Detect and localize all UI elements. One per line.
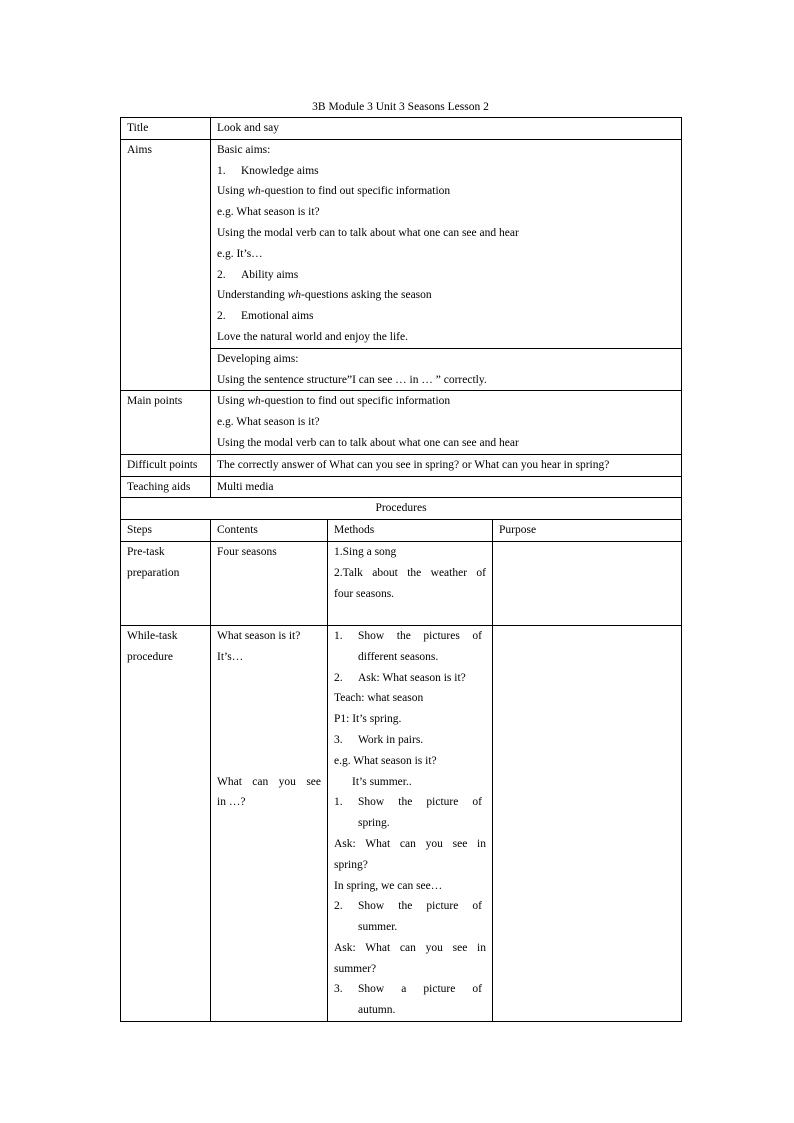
difficult-points-label: Difficult points [121, 454, 211, 476]
teaching-aids-row [121, 476, 682, 498]
main-points-row [121, 391, 682, 454]
knowledge-aim-line: Using the modal verb can to talk about what one can see and hear [217, 226, 519, 239]
while-task-contents: What season is it? It’s… What can you see in …? [211, 625, 328, 1021]
column-header-contents: Contents [211, 520, 328, 542]
title-label: Title [121, 118, 211, 140]
method-item: 3. Work in pairs. [334, 733, 424, 746]
ability-aims-title: 2. Ability aims [217, 268, 299, 281]
while-task-methods: 1. Show the pictures of different seasons. 2. Ask: What season is it? Teach: what season P1: It’s spring. 3. Work in pairs. e.g. What season is it? It’s summer.. 1. Show the picture of spring. Ask: What can you see in spring? In spring, we can see… 2. Show the picture of summer. Ask: What can you see in summer? 3. Show a picture of autumn. [328, 625, 493, 1021]
title-row [121, 118, 682, 140]
pre-task-methods: 1.Sing a song 2.Talk about the weather of four seasons. [328, 541, 493, 625]
main-point-example: e.g. What season is it? [217, 416, 320, 429]
difficult-points-value: The correctly answer of What can you see in spring? or What can you hear in spring? [211, 454, 682, 476]
procedures-heading: Procedures [121, 498, 682, 520]
teaching-aids-label: Teaching aids [121, 476, 211, 498]
while-task-step: While-task procedure [121, 625, 211, 1021]
knowledge-aim-example: e.g. It’s… [217, 247, 263, 260]
basic-aims-heading: Basic aims: [217, 143, 271, 156]
main-point-line: Using wh-question to find out specific information [217, 395, 451, 408]
developing-aims-heading: Developing aims: [217, 352, 299, 365]
method-item: 1. Show the picture of [334, 796, 482, 809]
column-header-purpose: Purpose [493, 520, 682, 542]
aims-label: Aims [121, 139, 211, 391]
procedures-columns-row [121, 520, 682, 542]
main-point-line: Using the modal verb can to talk about what one can see and hear [217, 436, 519, 449]
pre-task-content: Four seasons [211, 541, 328, 625]
knowledge-aims-title: 1. Knowledge aims [217, 164, 319, 177]
title-value: Look and say [211, 118, 682, 140]
difficult-points-row [121, 454, 682, 476]
method-item: 1. Show the pictures of [334, 629, 482, 642]
lesson-plan-table [120, 117, 682, 1022]
method-item: 3. Show a picture of [334, 983, 482, 996]
pre-task-purpose [493, 541, 682, 625]
emotional-aims-title: 2. Emotional aims [217, 310, 314, 323]
developing-aims-cell [211, 348, 682, 391]
emotional-aim-line: Love the natural world and enjoy the life. [217, 330, 408, 343]
column-header-methods: Methods [328, 520, 493, 542]
knowledge-aim-example: e.g. What season is it? [217, 206, 320, 219]
method-item: 2. Show the picture of [334, 900, 482, 913]
while-task-purpose [493, 625, 682, 1021]
pre-task-row [121, 541, 682, 625]
document-title: 3B Module 3 Unit 3 Seasons Lesson 2 [312, 101, 489, 113]
teaching-aids-value: Multi media [211, 476, 682, 498]
procedures-heading-row [121, 498, 682, 520]
while-task-row [121, 625, 682, 1021]
main-points-label: Main points [121, 391, 211, 454]
method-item: 2. Ask: What season is it? [334, 671, 466, 684]
ability-aim-line: Understanding wh-questions asking the season [217, 289, 432, 302]
developing-aim-line: Using the sentence structure”I can see … in … ” correctly. [217, 373, 487, 386]
knowledge-aim-line: Using wh-question to find out specific information [217, 185, 451, 198]
main-points-cell [211, 391, 682, 454]
aims-row [121, 139, 682, 348]
column-header-steps: Steps [121, 520, 211, 542]
pre-task-step: Pre-task preparation [121, 541, 211, 625]
basic-aims-cell [211, 139, 682, 348]
